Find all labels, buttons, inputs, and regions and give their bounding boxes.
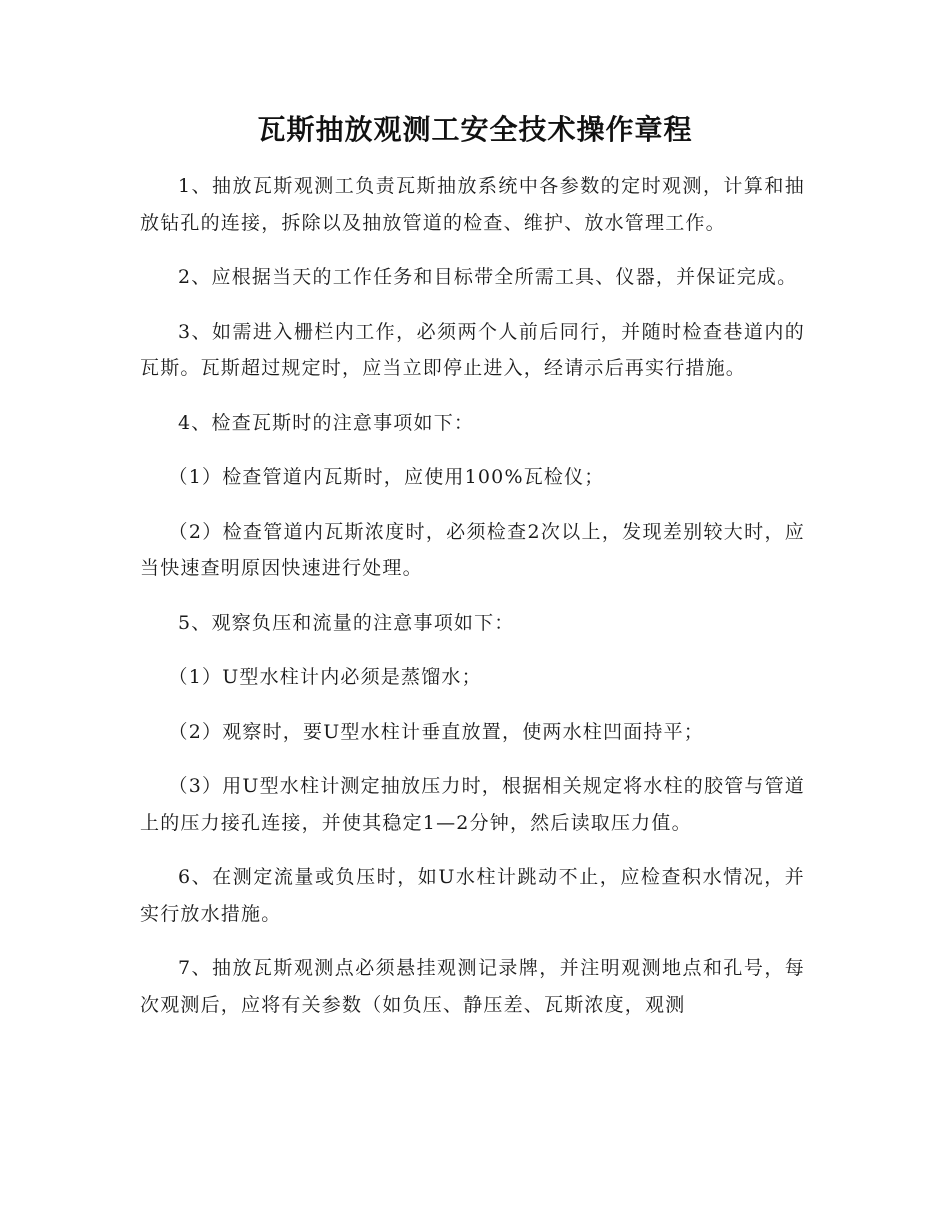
paragraph-5-item-2: （2）观察时，要U型水柱计垂直放置，使两水柱凹面持平；: [168, 720, 705, 743]
paragraph-3: 3、如需进入栅栏内工作，必须两个人前后同行，并随时检查巷道内的瓦斯。瓦斯超过规定时，应当立即停止进入，经请示后再实行措施。: [140, 320, 805, 379]
paragraph-1: 1、抽放瓦斯观测工负责瓦斯抽放系统中各参数的定时观测，计算和抽放钻孔的连接，拆除以及抽放管道的检查、维护、放水管理工作。: [140, 175, 805, 234]
paragraph-6: 6、在测定流量或负压时，如U水柱计跳动不止，应检查积水情况，并实行放水措施。: [140, 866, 805, 925]
paragraph-2: 2、应根据当天的工作任务和目标带全所需工具、仪器，并保证完成。: [178, 266, 798, 288]
paragraph-5: 5、观察负压和流量的注意事项如下：: [178, 611, 515, 634]
paragraph-7: 7、抽放瓦斯观测点必须悬挂观测记录牌，并注明观测地点和孔号，每次观测后，应将有关参数（如负压、静压差、瓦斯浓度，观测: [140, 957, 805, 1016]
paragraph-4-item-2: （2）检查管道内瓦斯浓度时，必须检查2次以上，发现差别较大时，应当快速查明原因快速进行处理。: [140, 520, 805, 579]
document-body: [140, 168, 805, 1041]
paragraph-5-item-3: （3）用U型水柱计测定抽放压力时，根据相关规定将水柱的胶管与管道上的压力接孔连接，并使其稳定1—2分钟，然后读取压力值。: [140, 775, 806, 834]
paragraph-5-item-1: （1）U型水柱计内必须是蒸馏水；: [168, 666, 482, 688]
paragraph-4: 4、检查瓦斯时的注意事项如下：: [178, 411, 475, 434]
paragraph-4-item-1: （1）检查管道内瓦斯时，应使用100%瓦检仪；: [168, 466, 605, 488]
document-title: 瓦斯抽放观测工安全技术操作章程: [257, 113, 693, 146]
